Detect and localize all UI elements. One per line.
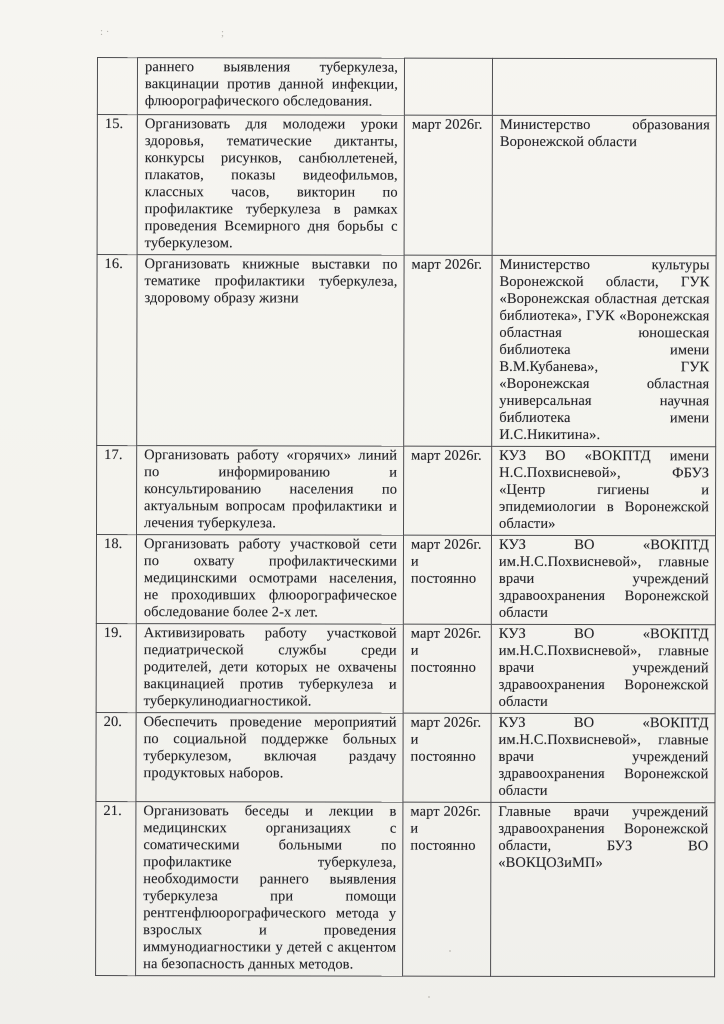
date-cell: март 2026г. <box>403 446 491 535</box>
table-row-19 <box>96 623 715 713</box>
table-row-18 <box>96 535 715 625</box>
row-number-cell: 18. <box>96 535 136 624</box>
pencil-mark-right: ; <box>221 27 225 39</box>
row-number-cell: 19. <box>96 623 136 712</box>
date-cell: март 2026г. <box>404 255 492 446</box>
responsible-cell: Министерство культуры Воронежской области, ГУК «Воронежская областная детская библиотека», ГУК «Воронежская областная юношеская библиотека имени В.М.Кубанева», ГУК «Воронежская областная универсальная научная библиотека имени И.С.Никитина». <box>492 255 716 446</box>
action-plan-table <box>95 57 717 977</box>
date-cell <box>404 58 492 115</box>
table-row-continuation <box>97 58 716 116</box>
activity-cell: Организовать для молодежи уроки здоровья, тематические диктанты, конкурсы рисунков, санбюллетеней, плакатов, показы видеофильмов, классных часов, викторин по профилактике туберкулеза в рамках проведения Всемирного дня борьбы с туберкулезом. <box>137 115 404 256</box>
row-number-cell: 17. <box>96 446 136 535</box>
activity-cell: Организовать беседы и лекции в медицинских организациях с соматическими больными по профилактике туберкулеза, необходимости раннего выявления туберкулеза при помощи рентгенфлюорографического метода у взрослых и проведения иммунодиагностики у детей с акцентом на безопасность данных методов. <box>136 802 403 977</box>
activity-cell: Организовать книжные выставки по тематике профилактики туберкулеза, здоровому образу жизни <box>137 255 404 447</box>
activity-cell: Организовать работу участковой сети по охвату профилактическими медицинскими осмотрами населения, не проходивших флюорографическое обследование более 2-х лет. <box>136 535 403 625</box>
responsible-cell: КУЗ ВО «ВОКПТД им.Н.С.Похвисневой», главные врачи учреждений здравоохранения Воронежской области <box>491 713 715 802</box>
activity-cell: Организовать работу «горячих» линий по информированию и консультированию населения по актуальным вопросам профилактики и лечения туберкулеза. <box>136 446 403 536</box>
activity-cell: Активизировать работу участковой педиатрической службы среди родителей, дети которых не охвачены вакцинацией против туберкулеза и туберкулинодиагностикой. <box>136 624 403 714</box>
pencil-mark-left: : · <box>100 26 110 38</box>
row-number-cell: 20. <box>96 712 136 801</box>
table-row-21 <box>96 801 715 976</box>
date-cell: март 2026г. и постоянно <box>403 624 491 713</box>
responsible-cell <box>492 58 716 115</box>
activity-cell: раннего выявления туберкулеза, вакцинации против данной инфекции, флюорографического обследования. <box>137 58 404 116</box>
responsible-cell: Министерство образования Воронежской области <box>492 115 716 255</box>
date-cell: март 2026г. и постоянно <box>403 713 491 802</box>
responsible-cell: КУЗ ВО «ВОКПТД имени Н.С.Похвисневой», ФБУЗ «Центр гигиены и эпидемиологии в Воронежской области» <box>491 446 715 535</box>
table-row-16 <box>97 255 716 447</box>
responsible-cell: КУЗ ВО «ВОКПТД им.Н.С.Похвисневой», главные врачи учреждений здравоохранения Воронежской области <box>491 624 715 713</box>
table-scan-area <box>95 57 716 977</box>
date-cell: март 2026г. и постоянно <box>403 535 491 624</box>
table-row-15 <box>97 115 716 256</box>
table-row-20 <box>96 712 715 802</box>
row-number-cell: 21. <box>96 801 136 975</box>
scan-speck <box>428 996 430 998</box>
date-cell: март 2026г. <box>404 115 492 255</box>
date-cell: март 2026г. и постоянно <box>403 802 491 976</box>
responsible-cell: Главные врачи учреждений здравоохранения Воронежской области, БУЗ ВО «ВОКЦОЗиМП» <box>491 802 715 976</box>
table-row-17 <box>96 446 715 536</box>
responsible-cell: КУЗ ВО «ВОКПТД им.Н.С.Похвисневой», главные врачи учреждений здравоохранения Воронежской области <box>491 535 715 624</box>
row-number-cell: 15. <box>97 115 137 255</box>
row-number-cell: 16. <box>97 255 137 446</box>
activity-cell: Обеспечить проведение мероприятий по социальной поддержке больных туберкулезом, включая раздачу продуктовых наборов. <box>136 713 403 803</box>
row-number-cell <box>97 58 137 115</box>
